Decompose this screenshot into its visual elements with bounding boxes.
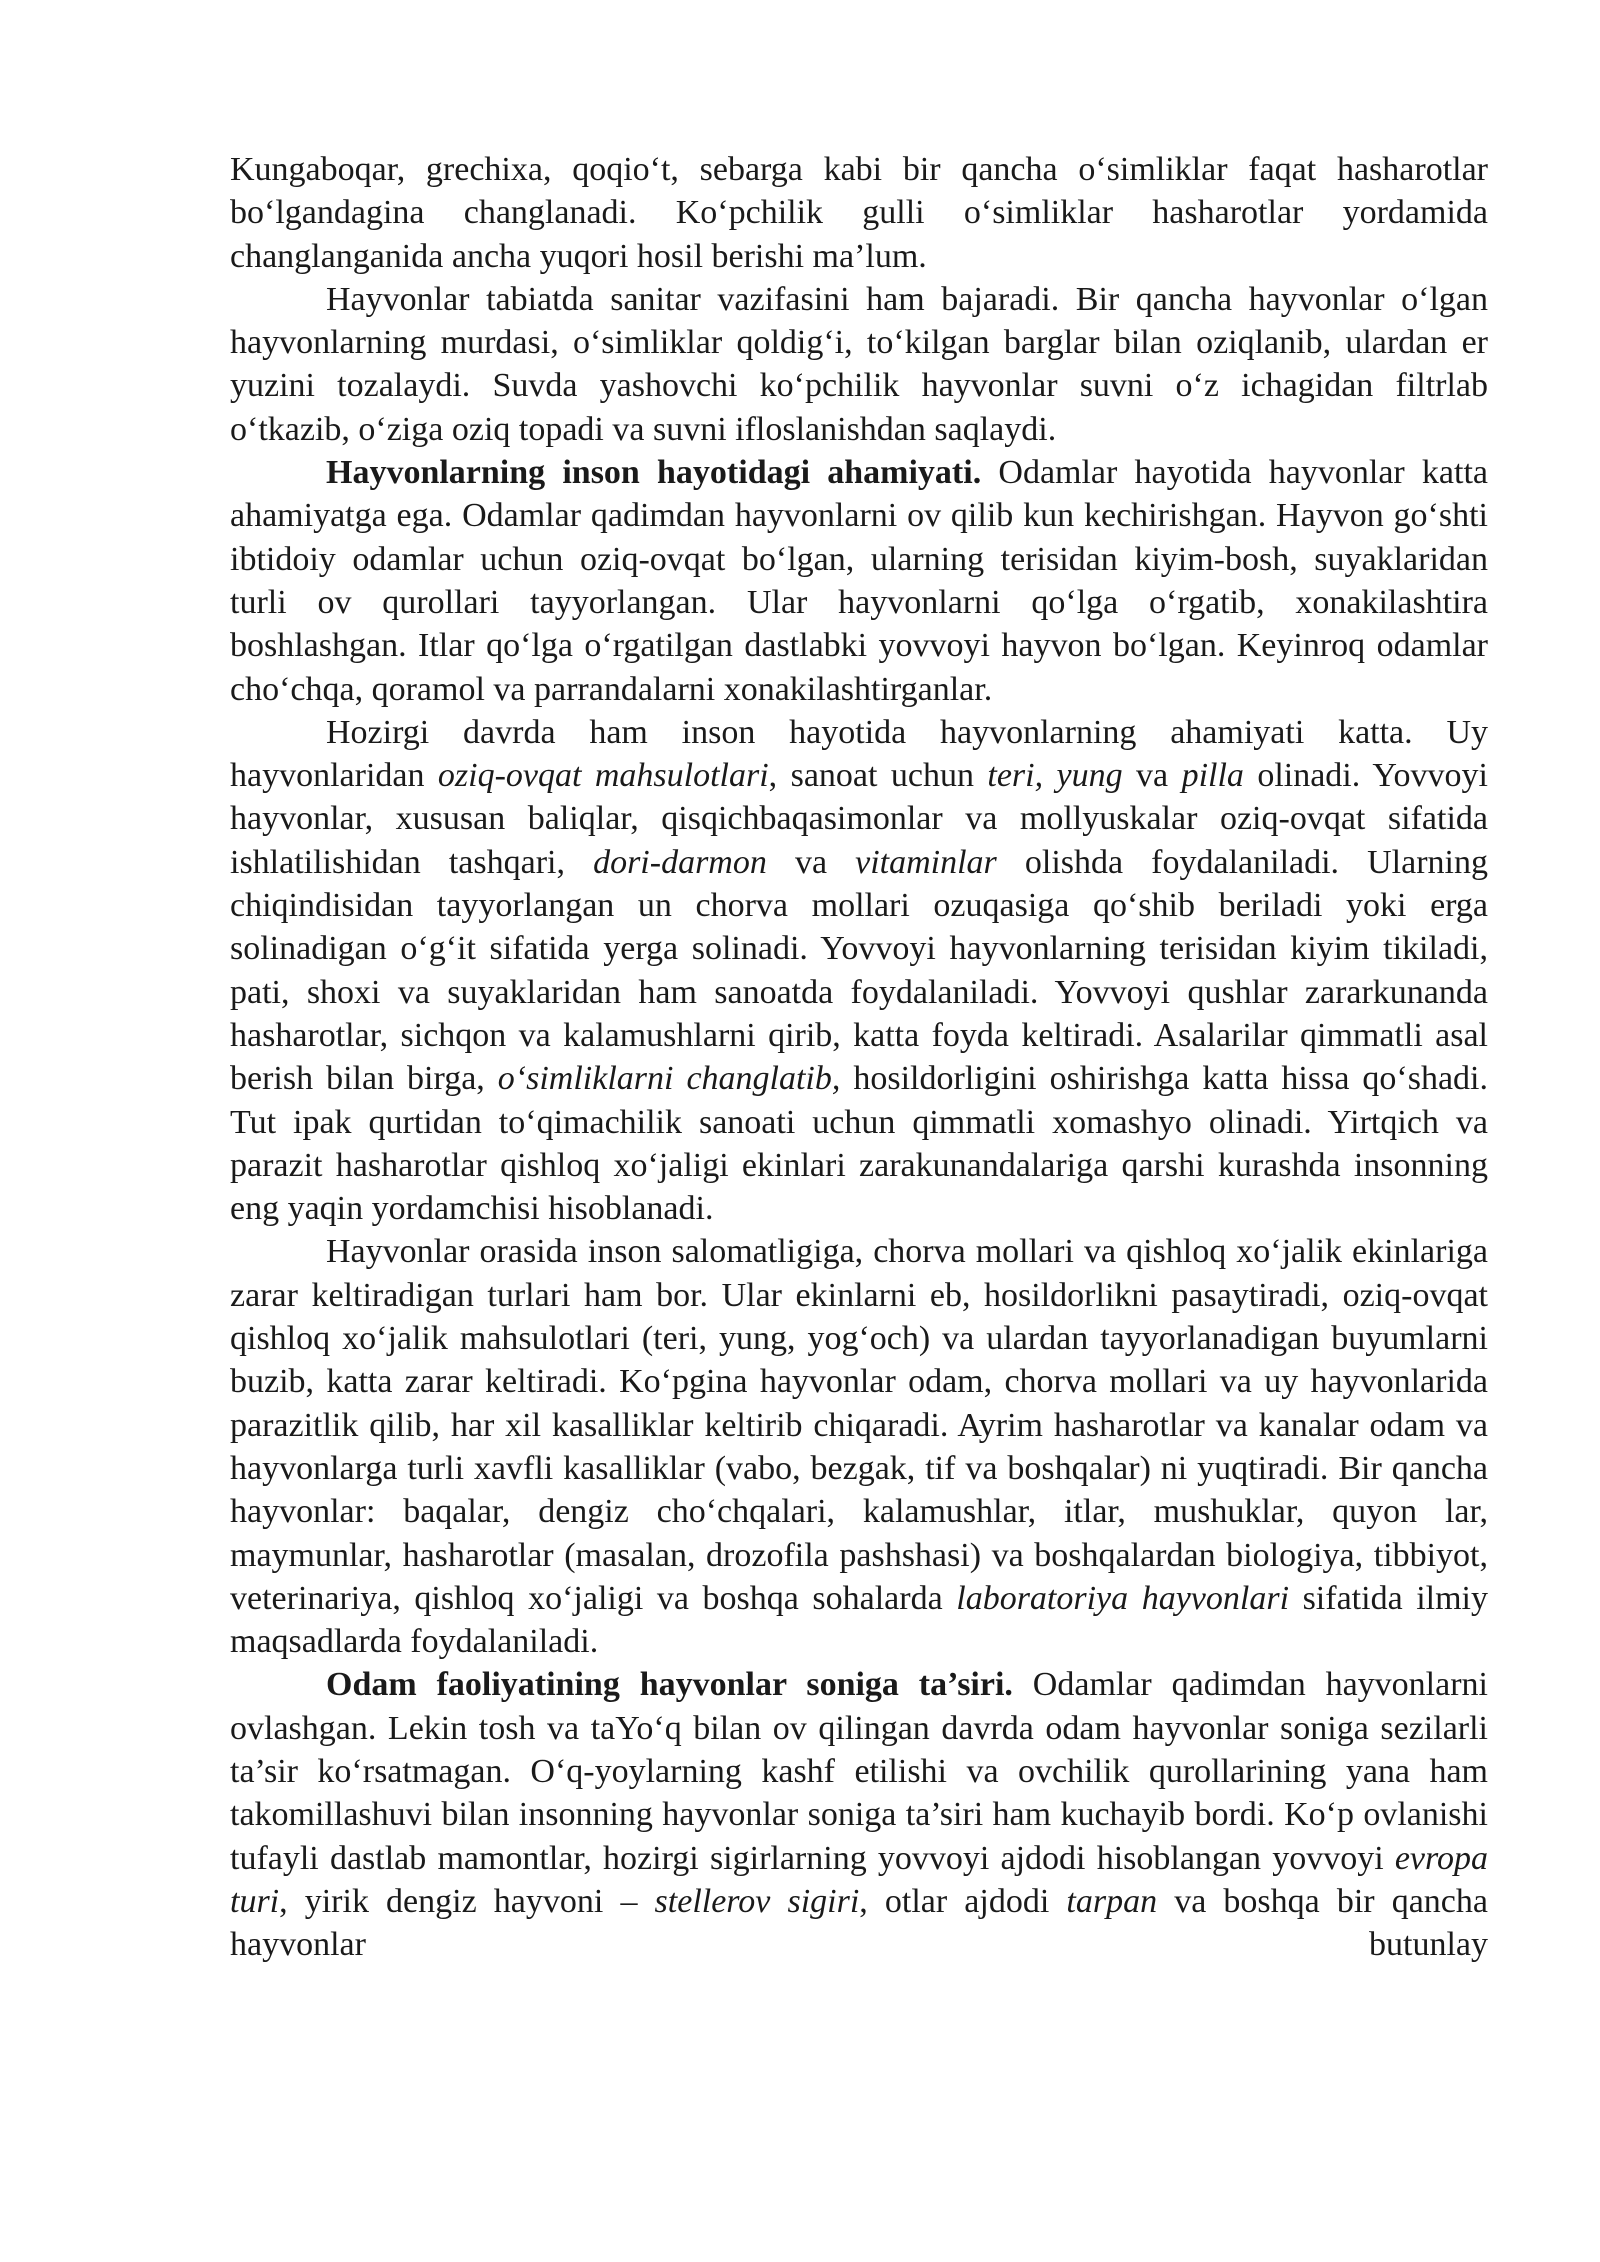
section-heading: Odam faoliyatining hayvonlar soniga ta’siri. [326,1666,1013,1704]
document-page [230,148,1488,1966]
emphasis-term: tarpan [1066,1882,1158,1920]
paragraph-text: va [766,843,856,881]
emphasis-term: dori-darmon [593,843,767,881]
paragraph-text: sifatida ilmiy maqsadlarda foydalaniladi. [230,1579,1489,1661]
emphasis-term: laboratoriya hayvonlari [956,1579,1290,1617]
paragraph [230,148,1488,278]
paragraph-text: , yirik dengiz hayvoni – [279,1882,655,1920]
paragraph [230,711,1488,1231]
paragraph [230,451,1488,711]
emphasis-term: oziq-ovqat mahsulotlari [437,757,769,795]
paragraph [230,1663,1488,1966]
paragraph-text: va [1122,757,1182,795]
paragraph-text: hosildorligini oshirishga katta hissa qo‘shadi. Tut ipak qurtidan to‘qimachilik sanoati uchun qimmatli xomashyo olinadi. Yirtqich va parazit hasharotlar qishloq xo‘jaligi ekinlari zarakunandalariga qarshi kurashda insonning eng yaqin yordamchisi hisoblanadi. [230,1060,1489,1228]
emphasis-term: stellerov sigiri [654,1882,860,1920]
paragraph-text: Kungaboqar, grechixa, qoqio‘t, sebarga kabi bir qancha o‘simliklar faqat hasharotlar bo‘lgandagina changlanadi. Ko‘pchilik gulli o‘simliklar hasharotlar yordamida changlanganida ancha yuqori hosil berishi ma’lum. [230,151,1488,275]
paragraph-text: Hayvonlar tabiatda sanitar vazifasini ham bajaradi. Bir qancha hayvonlar o‘lgan hayvonlarning murdasi, o‘simliklar qoldig‘i, to‘kilgan barglar bilan oziqlanib, ulardan er yuzini tozalaydi. Suvda yashovchi ko‘pchilik hayvonlar suvni o‘z ichagidan filtrlab o‘tkazib, o‘ziga oziq topadi va suvni ifloslanishdan saqlaydi. [230,280,1488,448]
emphasis-term: teri, yung [987,757,1123,795]
emphasis-term: pilla [1181,757,1244,795]
paragraph-text: Odamlar hayotida hayvonlar katta ahamiyatga ega. Odamlar qadimdan hayvonlarni ov qilib kun kechirishgan. Hayvon go‘shti ibtidoiy odamlar uchun oziq-ovqat bo‘lgan, ularning terisidan kiyim-bosh, suyaklaridan turli ov qurollari tayyorlangan. Ular hayvonlarni qo‘lga o‘rgatib, xonakilashtira boshlashgan. Itlar qo‘lga o‘rgatilgan dastlabki yovvoyi hayvon bo‘lgan. Keyinroq odamlar cho‘chqa, qoramol va parrandalarni xonakilashtirganlar. [230,454,1488,708]
emphasis-term: vitaminlar [855,843,997,881]
paragraph-text: olishda foydalaniladi. Ularning chiqindisidan tayyorlangan un chorva mollari ozuqasiga qo‘shib beriladi yoki erga solinadigan o‘g‘it sifatida yerga solinadi. Yovvoyi hayvonlarning terisidan kiyim tikiladi, pati, shoxi va suyaklaridan ham sanoatda foydalaniladi. Yovvoyi qushlar zararkunanda hasharotlar, sichqon va kalamushlarni qirib, katta foyda keltiradi. Asalarilar qimmatli asal berish bilan birga, [230,843,1488,1098]
paragraph-text: Hayvonlar orasida inson salomatligiga, chorva mollari va qishloq xo‘jalik ekinlariga zarar keltiradigan turlari ham bor. Ular ekinlarni eb, hosildorlikni pasaytiradi, oziq-ovqat qishloq xo‘jalik mahsulotlari (teri, yung, yog‘och) va ulardan tayyorlanadigan buyumlarni buzib, katta zarar keltiradi. Ko‘pgina hayvonlar odam, chorva mollari va uy hayvonlarida parazitlik qilib, har xil kasalliklar keltirib chiqaradi. Ayrim hasharotlar va kanalar odam va hayvonlarga turli xavfli kasalliklar (vabo, bezgak, tif va boshqalar) ni yuqtiradi. Bir qancha hayvonlar: baqalar, dengiz cho‘chqalari, kalamushlar, itlar, mushuklar, quyon lar, maymunlar, hasharotlar (masalan, drozofila pashshasi) va boshqalardan biologiya, tibbiyot, veterinariya, qishloq xo‘jaligi va boshqa sohalarda [230,1233,1488,1617]
paragraph-text: Hozirgi davrda ham inson hayotida hayvonlarning ahamiyati katta. Uy hayvonlaridan [230,713,1488,795]
paragraph [230,1230,1488,1663]
emphasis-term: evropa turi [230,1839,1488,1920]
paragraph [230,278,1488,451]
section-heading: Hayvonlarning inson hayotidagi ahamiyati. [326,454,982,492]
paragraph-text: va boshqa bir qancha hayvonlar butunlay [230,1882,1488,1964]
paragraph-text: , otlar ajdodi [859,1882,1067,1920]
paragraph-text: olinadi. Yovvoyi hayvonlar, xususan baliqlar, qisqichbaqasimonlar va mollyuskalar oziq-ovqat sifatida ishlatilishidan tashqari, [230,757,1489,881]
paragraph-text: , sanoat uchun [768,757,988,795]
paragraph-text: Odamlar qadimdan hayvonlarni ovlashgan. Lekin tosh va taYo‘q bilan ov qilingan davrda odam hayvonlar soniga sezilarli ta’sir ko‘rsatmagan. O‘q-yoylarning kashf etilishi va ovchilik qurollarining yana ham takomillashuvi bilan insonning hayvonlar soniga ta’siri ham kuchayib bordi. Ko‘p ovlanishi tufayli dastlab mamontlar, hozirgi sigirlarning yovvoyi ajdodi hisoblangan yovvoyi [230,1666,1488,1877]
emphasis-term: o‘simliklarni changlatib, [497,1060,841,1098]
